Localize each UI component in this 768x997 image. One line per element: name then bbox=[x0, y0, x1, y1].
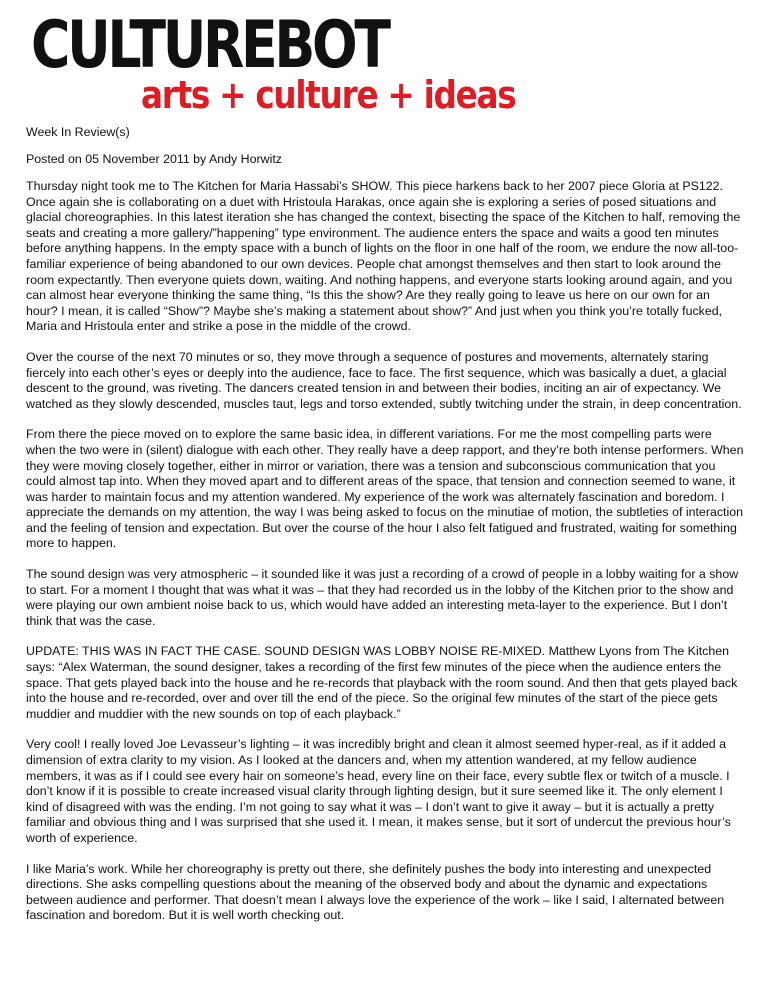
article-paragraph-4: The sound design was very atmospheric – it sounded like it was just a recording of a crowd of people in a lobby waiting for a show to start. For a moment I thought that was what it was – that they had recorded us in the lobby of the Kitchen prior to the show and were playing our own ambient noise back to us, which would have added an interesting meta-layer to the experience. But I don’t think that was the case. bbox=[26, 567, 739, 628]
logo-tagline: arts + culture + ideas bbox=[141, 73, 516, 117]
culturebot-logo bbox=[31, 7, 516, 117]
article-body bbox=[26, 179, 744, 924]
article-paragraph-3: From there the piece moved on to explore the same basic idea, in different variations. For me the most compelling parts were when the two were in (silent) dialogue with each other. They really have a deep rapport, and they’re both intense performers. When they were moving closely together, either in mirror or variation, there was a tension and subconscious communication that you could almost tap into. When they moved apart and to different areas of the space, that tension and connection seemed to wane, it was harder to maintain focus and my attention wandered. My experience of the work was alternately fascination and boredom. I appreciate the demands on my attention, the way I was being asked to focus on the minutiae of motion, the subtleties of interaction and the feeling of tension and expectation. But over the course of the hour I also felt fatigued and frustrated, waiting for something more to happen. bbox=[26, 427, 744, 551]
article-paragraph-5: UPDATE: THIS WAS IN FACT THE CASE. SOUND DESIGN WAS LOBBY NOISE RE-MIXED. Matthew Lyons from The Kitchen says: “Alex Waterman, the sound designer, takes a recording of the first few minutes of the piece when the audience enters the space. That gets played back into the house and he re-records that playback with the room sound. And then that gets played back into the house and re-recorded, over and over till the end of the piece. So the original few minutes of the start of the piece gets muddier and muddier with the new sounds on top of each playback.” bbox=[26, 644, 738, 721]
logo-wordmark: CULTUREBOT bbox=[31, 7, 388, 84]
article-paragraph-1: Thursday night took me to The Kitchen for Maria Hassabi’s SHOW. This piece harkens back to her 2007 piece Gloria at PS122. Once again she is collaborating on a duet with Hristoula Harakas, once again she is exploring a series of posed situations and glacial choreographies. In this latest iteration she has changed the context, bisecting the space of the Kitchen to half, removing the seats and creating a more gallery/”happening” type environment. The audience enters the space and waits a good ten minutes before anything happens. In the empty space with a bunch of lights on the floor in one half of the room, we endure the now all-too-familiar experience of being abandoned to our own devices. People chat amongst themselves and then start to look around the room expectantly. Then everyone quiets down, waiting. And nothing happens, and everyone starts looking around again, and you can almost hear everyone thinking the same thing, “Is this the show? Are they really going to leave us here on our own for an hour? I mean, it is called “Show”? Maybe she’s making a statement about show?” And just when you think you’re totally fucked, Maria and Hristoula enter and strike a pose in the middle of the crowd. bbox=[26, 179, 741, 334]
document-page bbox=[26, 7, 744, 939]
article-paragraph-6: Very cool! I really loved Joe Levasseur’s lighting – it was incredibly bright and clean it almost seemed hyper-real, as if it added a dimension of extra clarity to my vision. As I looked at the dancers and, when my attention wandered, at my fellow audience members, it was as if I could see every hair on someone’s head, every line on their face, every subtle flex or twitch of a muscle. I don’t know if it is possible to create increased visual clarity through lighting design, but it sure seemed like it. The only element I kind of disagreed with was the ending. I’m not going to say what it was – I don’t want to give it away – but it is actually a pretty familiar and obvious thing and I was surprised that she used it. I mean, it makes sense, but it sort of undercut the previous hour’s worth of experience. bbox=[26, 737, 731, 845]
article-paragraph-2: Over the course of the next 70 minutes or so, they move through a sequence of postures and movements, alternately staring fiercely into each other’s eyes or deeply into the audience, face to face. The first sequence, which was basically a duet, a glacial descent to the ground, was riveting. The dancers created tension in and between their bodies, inciting an air of expectancy. We watched as they slowly descended, muscles taut, legs and torso extended, subtly twitching under the strain, in deep concentration. bbox=[26, 349, 742, 411]
post-kicker: Week In Review(s) bbox=[26, 125, 130, 139]
post-byline: Posted on 05 November 2011 by Andy Horwitz bbox=[26, 152, 282, 166]
article-paragraph-7: I like Maria’s work. While her choreography is pretty out there, she definitely pushes the body into interesting and unexpected directions. She asks compelling questions about the meaning of the observed body and about the dynamic and expectations between audience and performer. That doesn’t mean I always love the experience of the work – like I said, I alternated between fascination and boredom. But it is well worth checking out. bbox=[26, 861, 725, 923]
